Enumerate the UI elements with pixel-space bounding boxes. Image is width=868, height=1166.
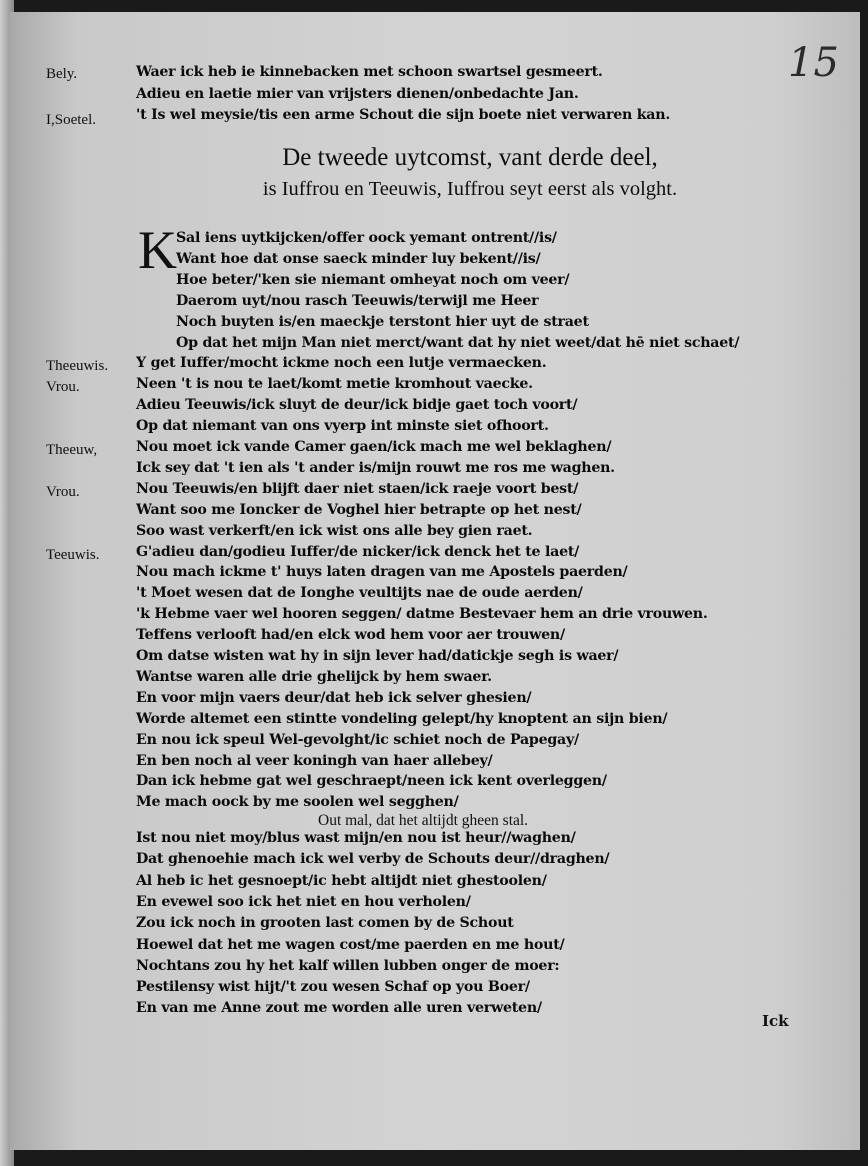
verse-line: Hoe beter/'ken sie niemant omheyat noch om veer/ xyxy=(176,271,570,288)
verse-line: En ben noch al veer koningh van haer allebey/ xyxy=(136,752,493,769)
verse-line: Sal iens uytkijcken/offer oock yemant ontrent//is/ xyxy=(176,230,557,246)
speaker-label: Theeuw, xyxy=(46,442,98,458)
speaker-label: Theeuwis. xyxy=(46,358,109,375)
verse-line: Pestilensy wist hijt/'t zou wesen Schaf op you Boer/ xyxy=(136,979,530,996)
verse-line: Want soo me Ioncker de Voghel hier betrapte op het nest/ xyxy=(136,501,582,518)
verse-line: Op dat niemant van ons vyerp int minste siet ofhoort. xyxy=(136,418,549,435)
verse-line: Dat ghenoehie mach ick wel verby de Schouts deur//draghen/ xyxy=(136,851,610,868)
roman-verse-line: Out mal, dat het altijdt gheen stal. xyxy=(318,812,529,829)
verse-line: Worde altemet een stintte vondeling gelept/hy knoptent an sijn bien/ xyxy=(136,710,668,727)
speaker-label: Vrou. xyxy=(46,483,80,500)
verse-line: En van me Anne zout me worden alle uren verweten/ xyxy=(136,1000,542,1017)
verse-line: Nochtans zou hy het kalf willen lubben onger de moer: xyxy=(136,957,560,974)
verse-line: Soo wast verkerft/en ick wist ons alle bey gien raet. xyxy=(136,522,533,539)
verse-line: Nou moet ick vande Camer gaen/ick mach me wel beklaghen/ xyxy=(136,439,612,455)
verse-line: Dan ick hebme gat wel geschraept/neen ick kent overleggen/ xyxy=(136,773,607,790)
verse-line: En evewel soo ick het niet en hou verholen/ xyxy=(136,893,471,910)
verse-line: Want hoe dat onse saeck minder luy bekent//is/ xyxy=(176,250,541,267)
verse-line: Ick sey dat 't ien als 't ander is/mijn rouwt me ros me waghen. xyxy=(136,459,615,476)
speaker-label: Teeuwis. xyxy=(46,546,100,563)
verse-line: G'adieu dan/godieu Iuffer/de nicker/ick denck het te laet/ xyxy=(136,543,580,560)
verse-line: 't Moet wesen dat de Ionghe veultijts nae de oude aerden/ xyxy=(136,585,583,602)
verse-line: Adieu Teeuwis/ick sluyt de deur/ick bidje gaet toch voort/ xyxy=(136,397,578,414)
verse-line: Ist nou niet moy/blus wast mijn/en nou ist heur//waghen/ xyxy=(136,830,576,846)
verse-line: 'k Hebme vaer wel hooren seggen/ datme Bestevaer hem an drie vrouwen. xyxy=(136,606,708,623)
verse-line: Noch buyten is/en maeckje terstont hier uyt de straet xyxy=(176,313,589,330)
speaker-label: Vrou. xyxy=(46,379,80,396)
verse-line: Adieu en laetie mier van vrijsters dienen/onbedachte Jan. xyxy=(136,86,579,102)
verse-line: Al heb ic het gesnoept/ic hebt altijdt niet ghestoolen/ xyxy=(136,872,547,889)
folio-number: 15 xyxy=(788,40,839,86)
speaker-label: Bely. xyxy=(46,66,78,82)
verse-line: Y get Iuffer/mocht ickme noch een lutje vermaecken. xyxy=(136,355,547,372)
verse-line: Nou mach ickme t' huys laten dragen van me Apostels paerden/ xyxy=(136,564,628,581)
verse-line: Zou ick noch in grooten last comen by de Schout xyxy=(136,915,514,932)
verse-line: Me mach oock by me soolen wel segghen/ xyxy=(136,794,459,811)
section-subheading: is Iuffrou en Teeuwis, Iuffrou seyt eerst als volght. xyxy=(262,178,678,200)
verse-line: Daerom uyt/nou rasch Teeuwis/terwijl me Heer xyxy=(176,292,539,309)
speaker-label: I,Soetel. xyxy=(46,112,96,128)
verse-line: En nou ick speul Wel-gevolght/ic schiet noch de Papegay/ xyxy=(136,731,579,748)
verse-line: Wantse waren alle drie ghelijck by hem swaer. xyxy=(136,668,492,685)
verse-line: 't Is wel meysie/tis een arme Schout die sijn boete niet verwaren kan. xyxy=(136,107,671,123)
section-heading: De tweede uytcomst, vant derde deel, xyxy=(282,144,658,171)
verse-line: Op dat het mijn Man niet merct/want dat hy niet weet/dat hē niet schaet/ xyxy=(176,334,740,351)
verse-line: Nou Teeuwis/en blijft daer niet staen/ick raeje voort best/ xyxy=(136,480,579,497)
catchword: Ick xyxy=(762,1012,789,1030)
verse-line: Teffens verlooft had/en elck wod hem voor aer trouwen/ xyxy=(136,627,565,644)
verse-line: Hoewel dat het me wagen cost/me paerden en me hout/ xyxy=(136,936,565,953)
drop-cap: K xyxy=(138,220,177,280)
verse-line: En voor mijn vaers deur/dat heb ick selver ghesien/ xyxy=(136,689,532,706)
verse-line: Om datse wisten wat hy in sijn lever had/datickje segh is waer/ xyxy=(136,648,619,664)
verse-line: Waer ick heb ie kinnebacken met schoon swartsel gesmeert. xyxy=(136,64,603,80)
verse-line: Neen 't is nou te laet/komt metie kromhout vaecke. xyxy=(136,376,533,393)
